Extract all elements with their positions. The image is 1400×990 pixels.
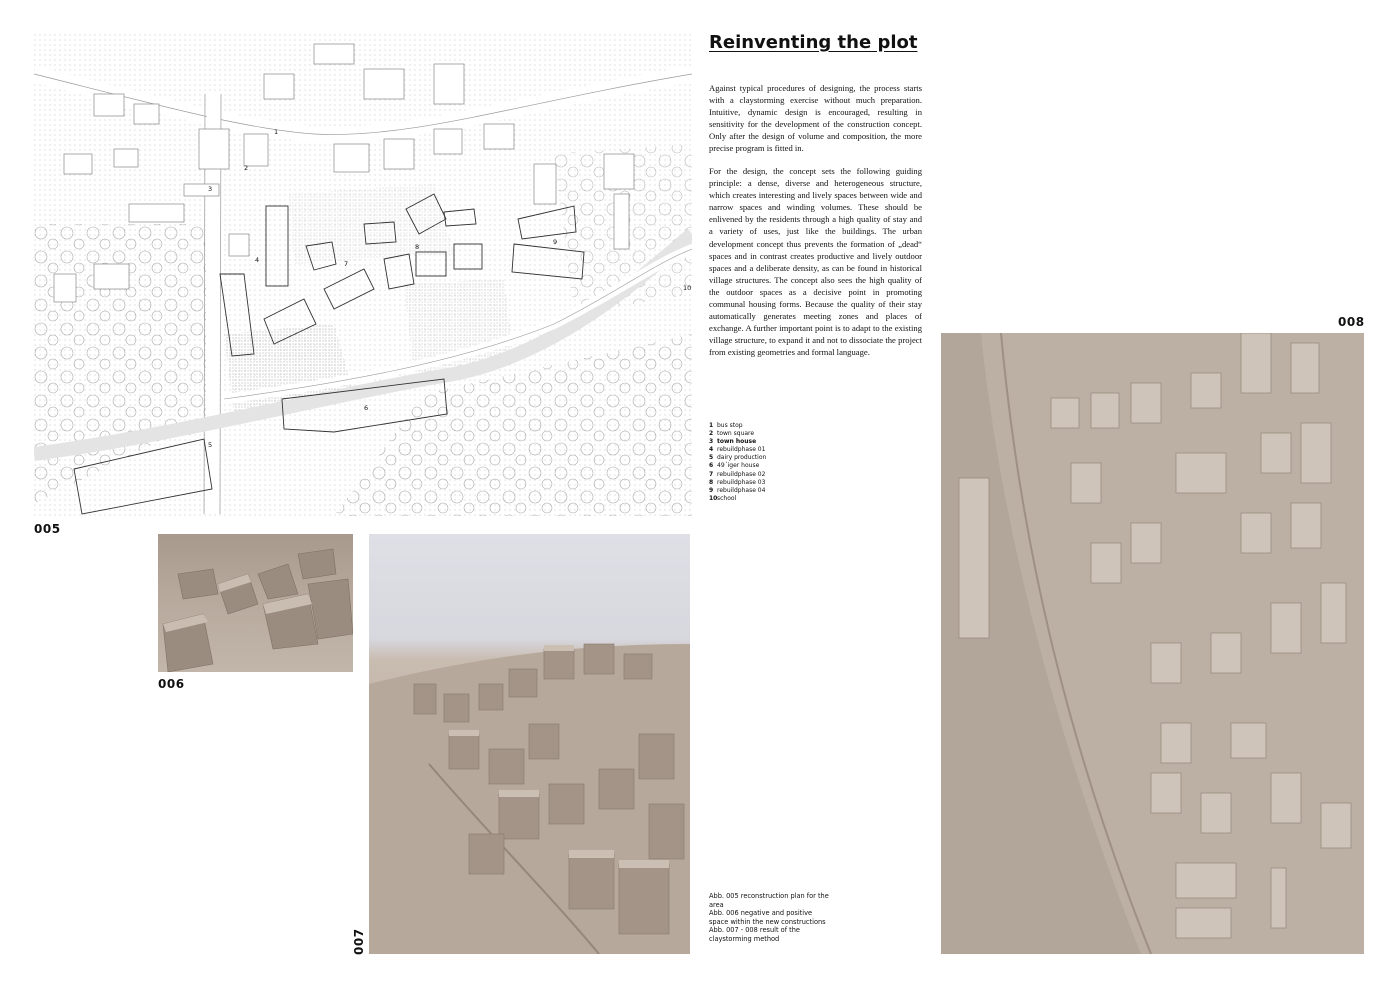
figure-label-007: 007 [352,928,366,955]
map-label-9: 9 [553,238,558,246]
figure-label-005: 005 [34,522,61,536]
paragraph-2: For the design, the concept sets the following guiding principle: a dense, diverse and heterogeneous structure, which creates interesting and lively spaces between wide and narrow spaces and winding volumes. These should be enlivened by the residents through a high quality of stay and a variety of uses, just like the buildings. The urban development concept thus prevents the formation of „dead“ spaces and in contrast creates productive and lively outdoor spaces and a deliberate density, as can be found in historical village structures. The concept also sees the high quality of the outdoor spaces as a decisive point in promoting communal housing forms. Because the quality of their stay automatically generates meeting zones and places of exchange. A further important point is to adapt to the existing village structure, to expand it and not to dissociate the project from existing geometries and formal language. [709,166,922,358]
legend-item: 7 rebuildphase 02 [709,470,766,478]
legend-item: 3 town house [709,438,757,446]
caption-006: Abb. 006 negative and positive space within the new constructions [709,909,826,926]
legend-item: 6 49´iger house [709,462,760,470]
legend-item: 9 rebuildphase 04 [709,486,766,494]
map-label-2: 2 [244,164,249,172]
figure-captions [709,892,831,944]
map-label-6: 6 [364,404,369,412]
legend-item: 1 bus stop [709,422,743,429]
clay-model-plan-illustration [941,333,1364,954]
map-legend [709,422,766,503]
paragraph-1: Against typical procedures of designing, the process starts with a claystorming exercise without much preparation. Intuitive, dynamic design is encouraged, resulting in sensitivity for the development of the construction concept. Only after the design of volume and composition, the more precise program is fitted in. [709,83,922,154]
map-label-10: 10 [683,284,692,292]
page-title: Reinventing the plot [709,32,918,53]
caption-007-008: Abb. 007 - 008 result of the claystorming method [709,926,800,943]
clay-model-illustration [369,534,690,954]
photo-007-clay-model-perspective [369,534,690,954]
clay-blocks-illustration [158,534,353,672]
site-plan-005 [34,34,692,516]
photo-008-clay-model-top-view [941,333,1364,954]
map-label-1: 1 [274,128,279,136]
legend-item: 8 rebuildphase 03 [709,478,766,486]
legend-item: 10school [709,494,737,502]
map-label-8: 8 [415,243,420,251]
legend-item: 4 rebuildphase 01 [709,446,766,454]
map-label-7: 7 [344,260,349,268]
photo-006-clay-model-closeup [158,534,353,672]
map-label-4: 4 [255,256,260,264]
caption-005: Abb. 005 reconstruction plan for the area [709,892,829,909]
legend-item: 2 town square [709,430,755,438]
legend-item: 5 dairy production [709,454,767,462]
site-plan-drawing [34,34,692,516]
map-label-3: 3 [208,185,213,193]
figure-label-008: 008 [1338,315,1365,329]
map-label-5: 5 [208,441,213,449]
figure-label-006: 006 [158,677,185,691]
